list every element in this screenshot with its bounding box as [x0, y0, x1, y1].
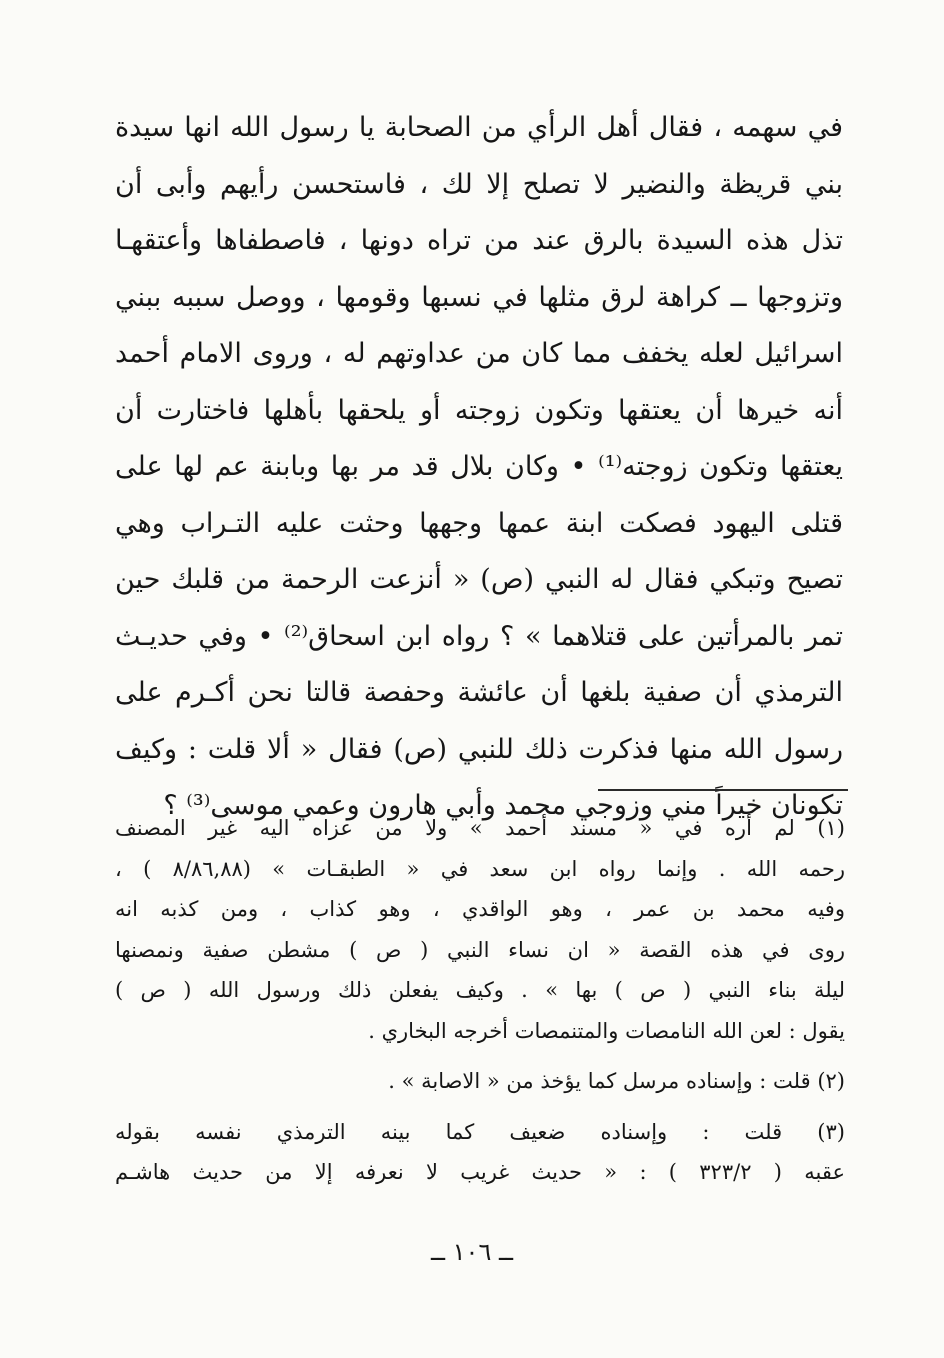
main-text-line: تمر بالمرأتين على قتلاهما » ؟ رواه ابن اسحاق⁽²⁾ • وفي حديـث	[115, 620, 843, 652]
footnote-line: عقبه ( ٣٢٣/٢ ) : « حديث غريب لا نعرفه إلا من حديث هاشـم	[115, 1160, 845, 1184]
main-text-line: بني قريظة والنضير لا تصلح إلا لك ، فاستحسن رأيهم وأبى أن	[115, 168, 843, 200]
main-text-block	[115, 100, 843, 835]
page-number: ــ ١٠٦ ــ	[430, 1238, 514, 1266]
footnote-line: روى في هذه القصة « ان نساء النبي ( ص ) مشطن صفية ونمصنها	[115, 937, 845, 962]
footnote-2	[115, 1061, 845, 1102]
footnote-1	[115, 808, 845, 1051]
footnote-line: يقول : لعن الله النامصات والمتنمصات أخرجه البخاري .	[368, 1018, 845, 1043]
main-text-line: قتلى اليهود فصكت ابنة عمها وجهها وحثت عليه التـراب وهي	[115, 507, 843, 539]
footnote-line: رحمه الله . وإنما رواه ابن سعد في « الطبقـات » (٨/٨٦,٨٨ ) ،	[115, 856, 845, 881]
main-text-line: الترمذي أن صفية بلغها أن عائشة وحفصة قالتا نحن أكـرم على	[115, 677, 843, 708]
footnote-separator	[598, 789, 848, 791]
footnote-line: (٢) قلت : وإسناده مرسل كما يؤخذ من « الاصابة » .	[388, 1069, 845, 1093]
footnotes-block	[115, 808, 845, 1193]
main-text-line: تكونان خيراً مني وزوجي محمد وأبي هارون وعمي موسى⁽³⁾ ؟	[163, 790, 843, 821]
main-text-line: رسول الله منها فذكرت ذلك للنبي (ص) فقال « ألا قلت : وكيف	[115, 733, 843, 765]
footnote-line: (٣) قلت : وإسناده ضعيف كما بينه الترمذي نفسه بقوله	[115, 1119, 845, 1144]
footnote-3	[115, 1112, 845, 1193]
footnote-line: (١) لم أره في « مسند أحمد » ولا من عزاه اليه غير المصنف	[115, 816, 845, 840]
main-text-line: تصيح وتبكي فقال له النبي (ص) « أنزعت الرحمة من قلبك حين	[115, 564, 843, 595]
main-text-line: يعتقها وتكون زوجته⁽¹⁾ • وكان بلال قد مر بها وبابنة عم لها على	[115, 451, 843, 482]
main-text-line: تذل هذه السيدة بالرق عند من تراه دونها ، فاصطفاها وأعتقهـا	[115, 225, 843, 256]
main-text-line: في سهمه ، فقال أهل الرأي من الصحابة يا رسول الله انها سيدة	[115, 112, 843, 143]
footnote-line: ليلة بناء النبي ( ص ) بها » . وكيف يفعلن ذلك ورسول الله ( ص )	[115, 978, 845, 1002]
footnote-line: وفيه محمد بن عمر ، وهو الواقدي ، وهو كذاب ، ومن كذبه انه	[115, 897, 845, 921]
main-text-line: اسرائيل لعله يخفف مما كان من عداوتهم له ، وروى الامام أحمد	[115, 338, 843, 369]
main-text-line: أنه خيرها أن يعتقها وتكون زوجته أو يلحقها بأهلها فاختارت أن	[115, 394, 843, 426]
main-text-line: وتزوجها ــ كراهة لرق مثلها في نسبها وقومها ، ووصل سببه ببني	[115, 281, 843, 313]
